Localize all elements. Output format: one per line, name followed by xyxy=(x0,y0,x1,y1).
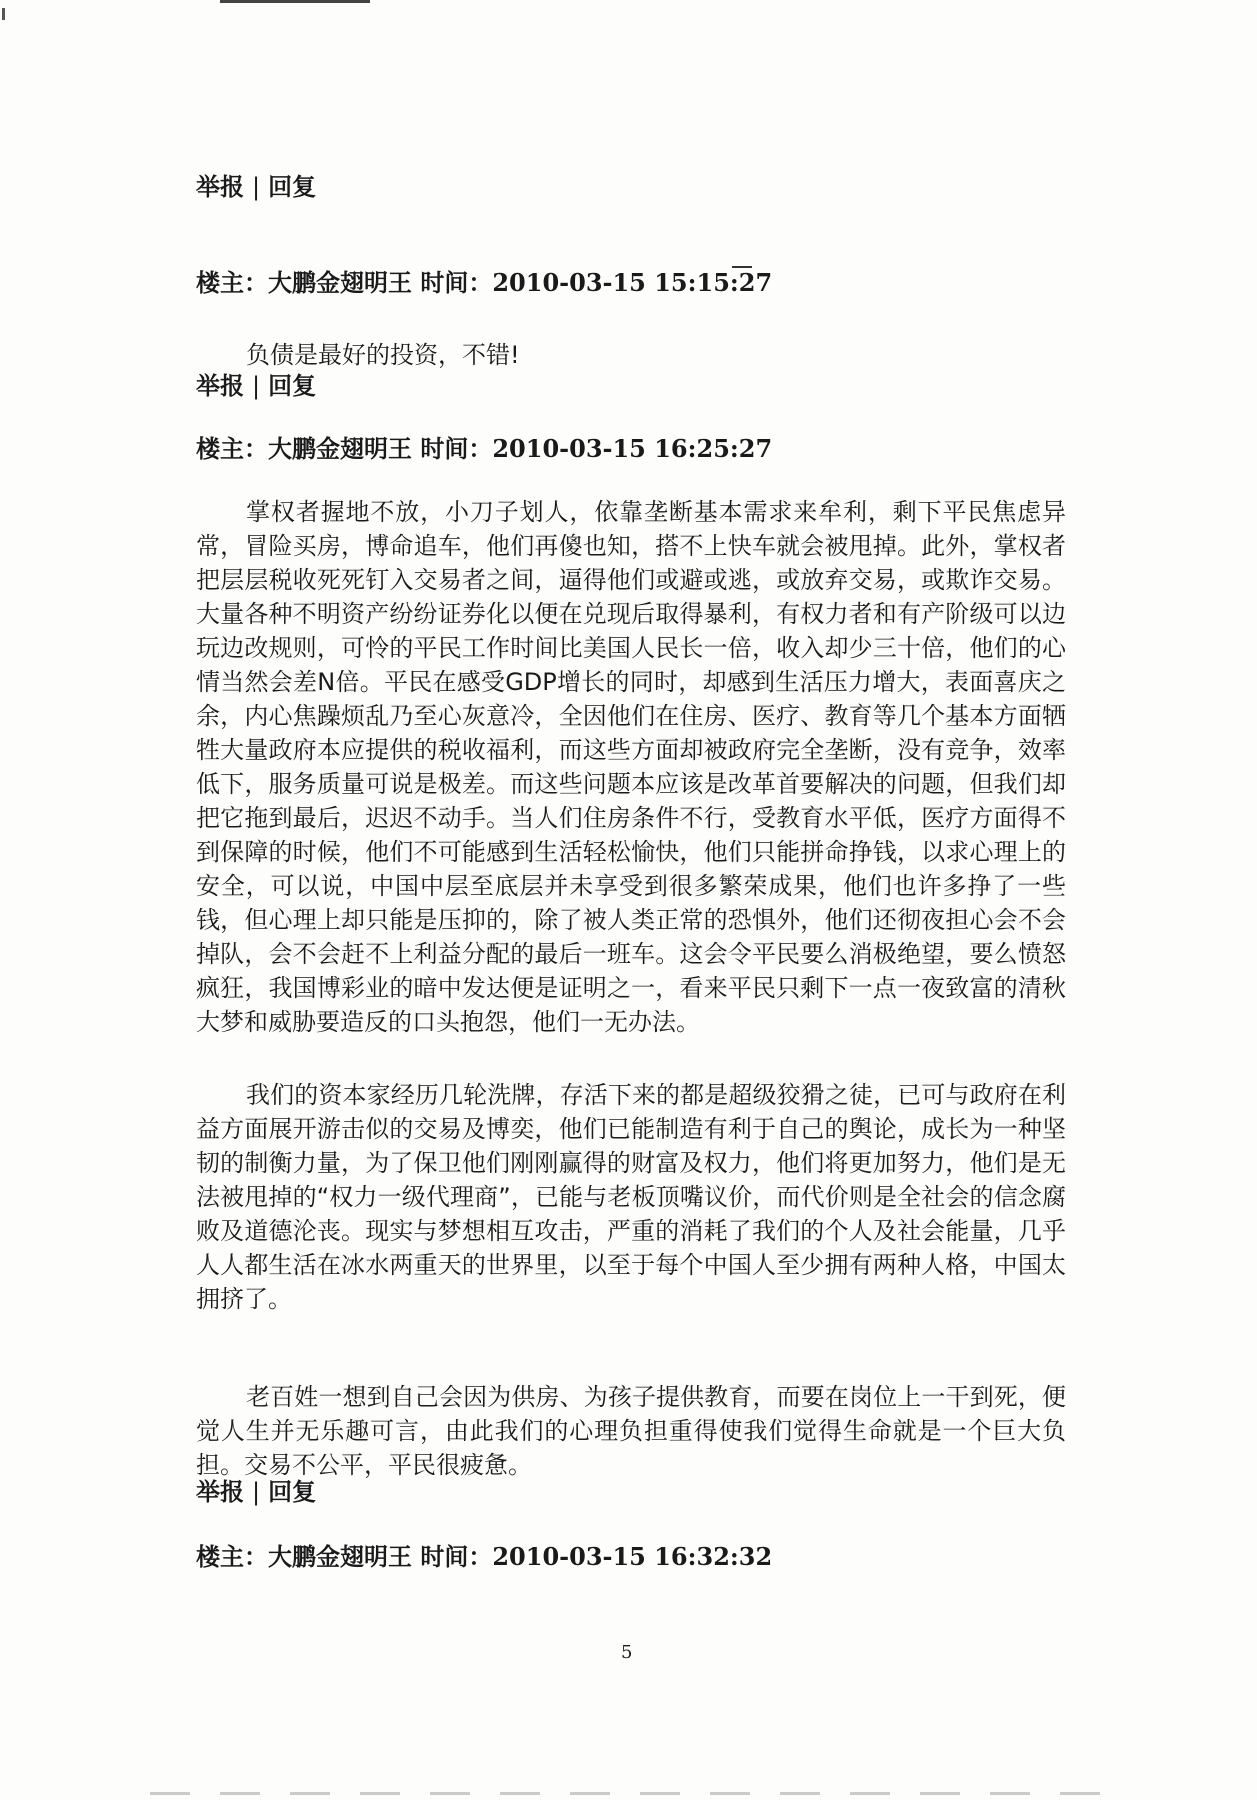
post-body-paragraph: 我们的资本家经历几轮洗牌，存活下来的都是超级狡猾之徒，已可与政府在利益方面展开游击似的交易及博奕，他们已能制造有利于自己的舆论，成长为一种坚韧的制衡力量，为了保卫他们刚刚赢得的财富及权力，他们将更加努力，他们是无法被甩掉的“权力一级代理商”，已能与老板顶嘴议价，而代价则是全社会的信念腐败及道德沦丧。现实与梦想相互攻击，严重的消耗了我们的个人及社会能量，几乎人人都生活在冰水两重天的世界里，以至于每个中国人至少拥有两种人格，中国太拥挤了。 xyxy=(196,1081,1066,1313)
post-header xyxy=(196,266,772,300)
post-time: 2010-03-15 16:32:32 xyxy=(492,1542,773,1571)
post-actions xyxy=(196,1475,316,1509)
author-label: 楼主： xyxy=(196,269,268,297)
reply-link[interactable]: 回复 xyxy=(268,173,317,201)
author-label: 楼主： xyxy=(196,435,268,463)
author-name[interactable]: 大鹏金翅明王 xyxy=(268,435,412,463)
post-body-paragraph: 掌权者握地不放，小刀子划人，依靠垄断基本需求来牟利，剩下平民焦虑异常，冒险买房，博命追车，他们再傻也知，搭不上快车就会被甩掉。此外，掌权者把层层税收死死钉入交易者之间，逼得他们或避或逃，或放弃交易，或欺诈交易。大量各种不明资产纷纷证券化以便在兑现后取得暴利，有权力者和有产阶级可以边玩边改规则，可怜的平民工作时间比美国人民长一倍，收入却少三十倍，他们的心情当然会差N倍。平民在感受GDP增长的同时，却感到生活压力增大，表面喜庆之余，内心焦躁烦乱乃至心灰意冷，全因他们在住房、医疗、教育等几个基本方面牺牲大量政府本应提供的税收福利，而这些方面却被政府完全垄断，没有竞争，效率低下，服务质量可说是极差。而这些问题本应该是改革首要解决的问题，但我们却把它拖到最后，迟迟不动手。当人们住房条件不行，受教育水平低，医疗方面得不到保障的时候，他们不可能感到生活轻松愉快，他们只能拼命挣钱，以求心理上的安全，可以说，中国中层至底层并未享受到很多繁荣成果，他们也许多挣了一些钱，但心理上却只能是压抑的，除了被人类正常的恐惧外，他们还彻夜担心会不会掉队，会不会赶不上利益分配的最后一班车。这会令平民要么消极绝望，要么愤怒疯狂，我国博彩业的暗中发达便是证明之一，看来平民只剩下一点一夜致富的清秋大梦和威胁要造反的口头抱怨，他们一无办法。 xyxy=(196,498,1066,1036)
reply-link[interactable]: 回复 xyxy=(268,372,317,400)
post-body: 负债是最好的投资，不错! xyxy=(246,341,520,369)
separator: | xyxy=(252,173,261,201)
report-link[interactable]: 举报 xyxy=(196,1478,244,1506)
author-name[interactable]: 大鹏金翅明王 xyxy=(268,269,412,297)
reply-link[interactable]: 回复 xyxy=(268,1478,317,1506)
time-label: 时间： xyxy=(420,269,493,297)
post-header xyxy=(196,1540,772,1574)
time-label: 时间： xyxy=(420,435,493,463)
post-actions xyxy=(196,369,316,403)
post-body-paragraph: 老百姓一想到自己会因为供房、为孩子提供教育，而要在岗位上一干到死，便觉人生并无乐趣可言，由此我们的心理负担重得使我们觉得生命就是一个巨大负担。交易不公平，平民很疲惫。 xyxy=(196,1383,1066,1479)
scan-artifact xyxy=(150,1792,1100,1795)
scan-artifact xyxy=(2,8,5,20)
post-header xyxy=(196,432,772,466)
author-label: 楼主： xyxy=(196,1543,268,1571)
author-name[interactable]: 大鹏金翅明王 xyxy=(268,1543,412,1571)
post-actions xyxy=(196,170,316,204)
page-number: 5 xyxy=(621,1642,633,1663)
post-time: 2010-03-15 16:25:27 xyxy=(492,434,773,463)
time-label: 时间： xyxy=(420,1543,493,1571)
separator: | xyxy=(252,1478,261,1506)
report-link[interactable]: 举报 xyxy=(196,173,244,201)
scan-artifact xyxy=(220,0,370,3)
report-link[interactable]: 举报 xyxy=(196,372,244,400)
separator: | xyxy=(252,372,261,400)
post-time: 2010-03-15 15:15:27 xyxy=(492,268,773,297)
